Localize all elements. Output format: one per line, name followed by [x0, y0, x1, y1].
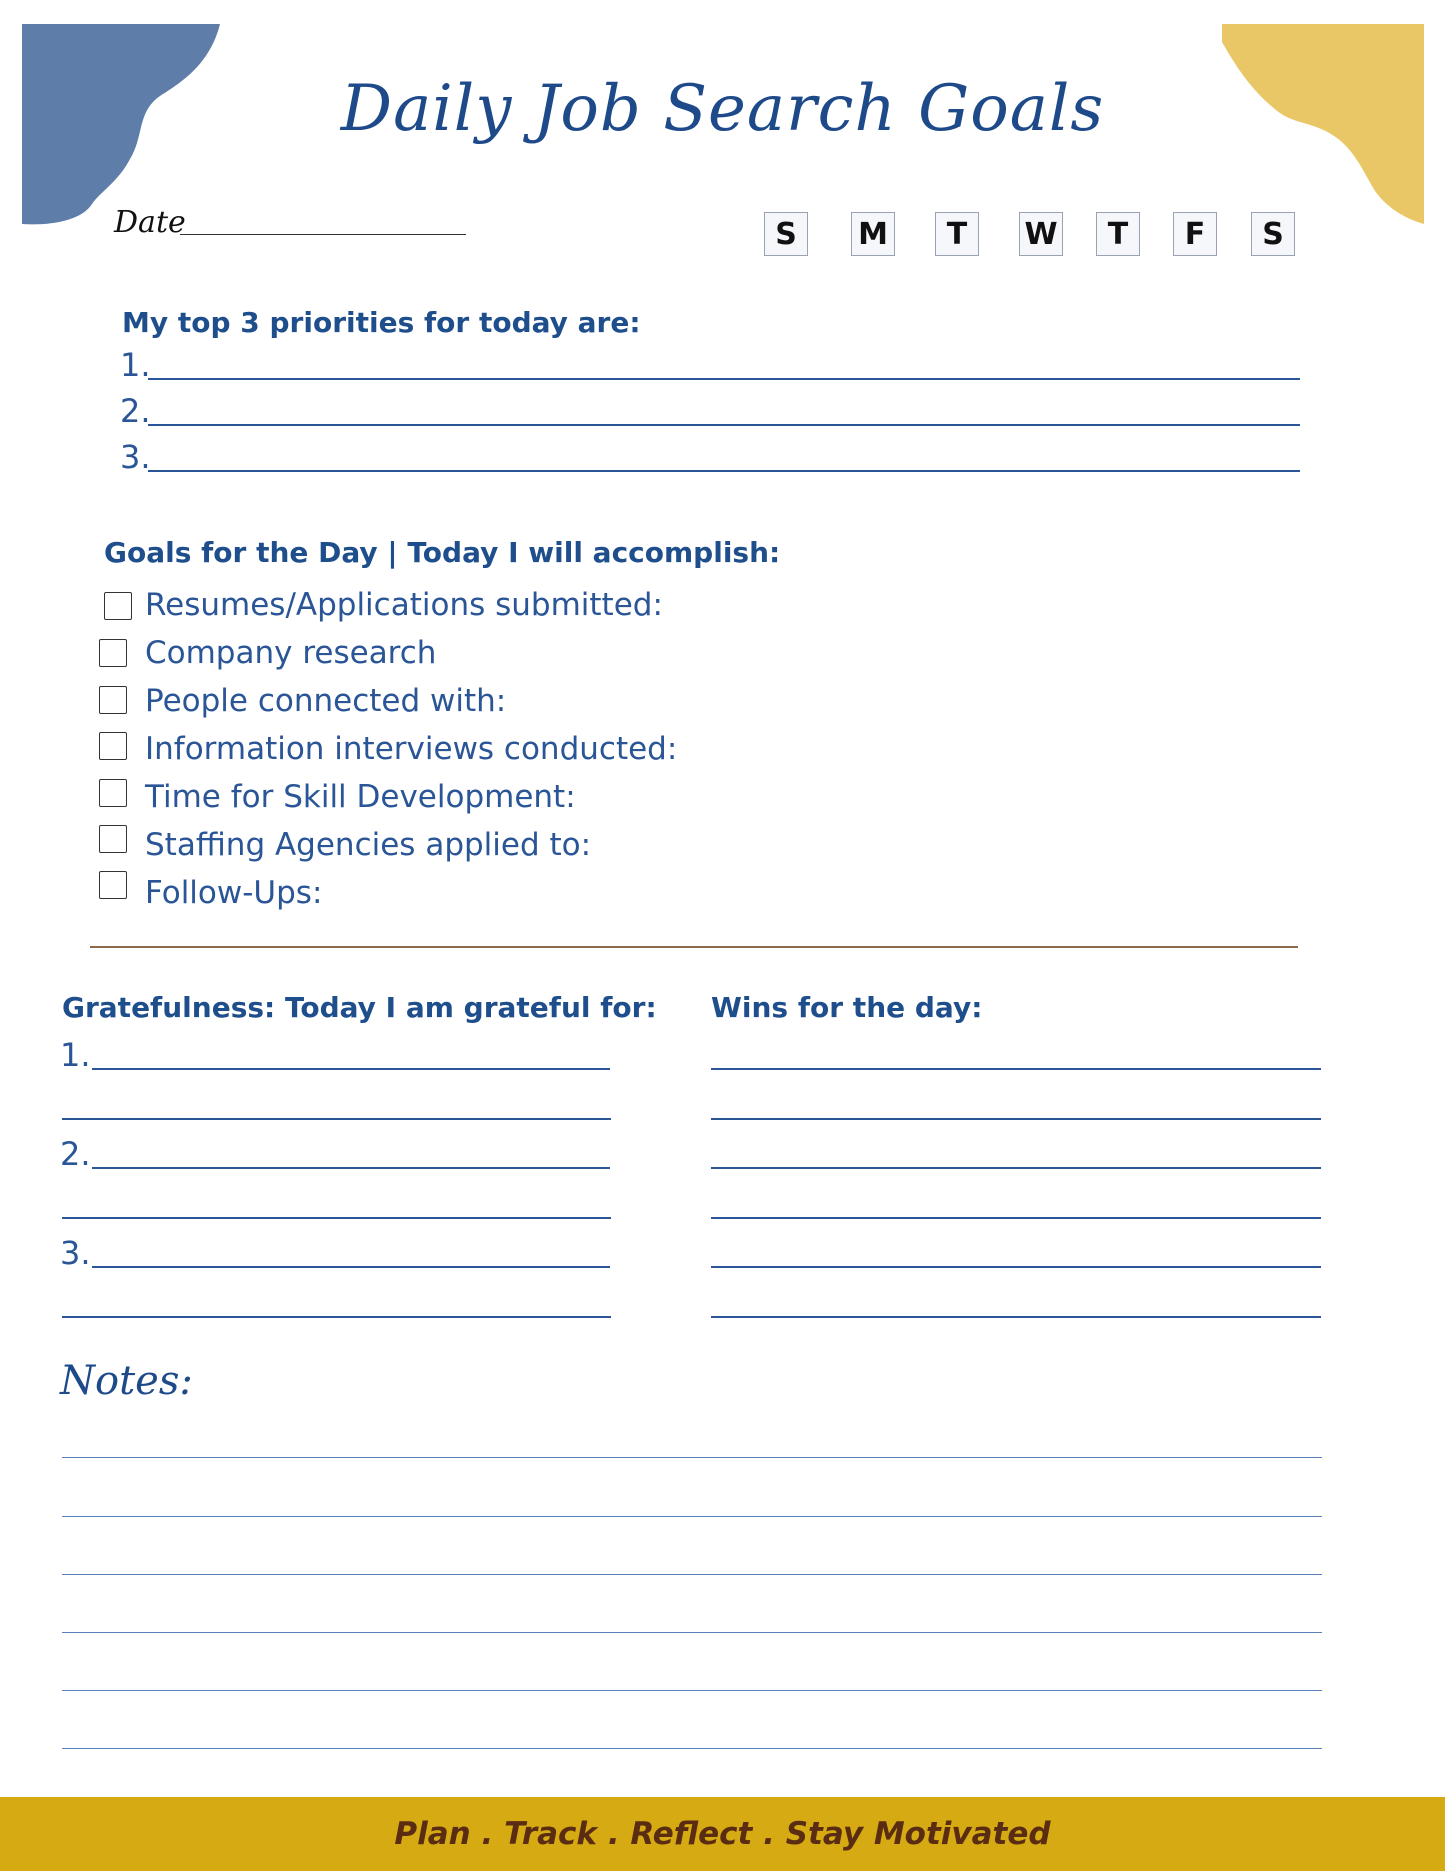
section-divider [90, 946, 1298, 948]
notes-line[interactable] [62, 1632, 1322, 1633]
notes-label: Notes: [60, 1358, 193, 1404]
footer-tagline: Plan . Track . Reflect . Stay Motivated [394, 1816, 1051, 1852]
wins-line[interactable] [711, 1266, 1321, 1268]
goal-checkbox[interactable] [99, 639, 127, 667]
wins-line[interactable] [711, 1118, 1321, 1120]
notes-line[interactable] [62, 1516, 1322, 1517]
priority-number: 2. [120, 392, 151, 430]
goal-checkbox[interactable] [104, 592, 132, 620]
date-label: Date [114, 205, 186, 240]
goal-item-label: Resumes/Applications submitted: [145, 587, 663, 623]
wins-line[interactable] [711, 1316, 1321, 1318]
priorities-heading: My top 3 priorities for today are: [122, 306, 641, 339]
goal-checkbox[interactable] [99, 825, 127, 853]
gratefulness-number: 1. [60, 1036, 91, 1074]
day-box-wednesday[interactable]: W [1019, 212, 1063, 256]
goal-checkbox[interactable] [99, 686, 127, 714]
day-box-friday[interactable]: F [1173, 212, 1217, 256]
goal-item-label: People connected with: [145, 683, 507, 719]
goal-item-label: Time for Skill Development: [145, 779, 576, 815]
wins-line[interactable] [711, 1068, 1321, 1070]
priority-number: 3. [120, 438, 151, 476]
notes-line[interactable] [62, 1457, 1322, 1458]
date-field-line[interactable] [180, 234, 466, 235]
gratefulness-line[interactable] [62, 1217, 611, 1219]
notes-line[interactable] [62, 1574, 1322, 1575]
goal-item-label: Company research [145, 635, 437, 671]
priority-number: 1. [120, 346, 151, 384]
gratefulness-line[interactable] [92, 1266, 610, 1268]
day-box-thursday[interactable]: T [1096, 212, 1140, 256]
day-box-sunday[interactable]: S [764, 212, 808, 256]
wins-line[interactable] [711, 1167, 1321, 1169]
footer-banner [0, 1797, 1445, 1871]
gratefulness-line[interactable] [92, 1167, 610, 1169]
priority-line[interactable] [148, 378, 1300, 380]
gratefulness-line[interactable] [62, 1316, 611, 1318]
wins-heading: Wins for the day: [711, 991, 983, 1024]
day-box-tuesday[interactable]: T [935, 212, 979, 256]
goal-checkbox[interactable] [99, 871, 127, 899]
gratefulness-heading: Gratefulness: Today I am grateful for: [62, 991, 657, 1024]
page-title: Daily Job Search Goals [340, 72, 1105, 146]
priority-line[interactable] [148, 470, 1300, 472]
goal-item-label: Information interviews conducted: [145, 731, 678, 767]
gratefulness-line[interactable] [62, 1118, 611, 1120]
goals-heading: Goals for the Day | Today I will accomplish: [104, 536, 781, 569]
wins-line[interactable] [711, 1217, 1321, 1219]
day-box-saturday[interactable]: S [1251, 212, 1295, 256]
gratefulness-number: 2. [60, 1135, 91, 1173]
notes-line[interactable] [62, 1748, 1322, 1749]
goal-checkbox[interactable] [99, 779, 127, 807]
goal-item-label: Follow-Ups: [145, 875, 323, 911]
gratefulness-line[interactable] [92, 1068, 610, 1070]
priority-line[interactable] [148, 424, 1300, 426]
gratefulness-number: 3. [60, 1234, 91, 1272]
day-box-monday[interactable]: M [851, 212, 895, 256]
goal-checkbox[interactable] [99, 732, 127, 760]
goal-item-label: Staffing Agencies applied to: [145, 827, 592, 863]
notes-line[interactable] [62, 1690, 1322, 1691]
